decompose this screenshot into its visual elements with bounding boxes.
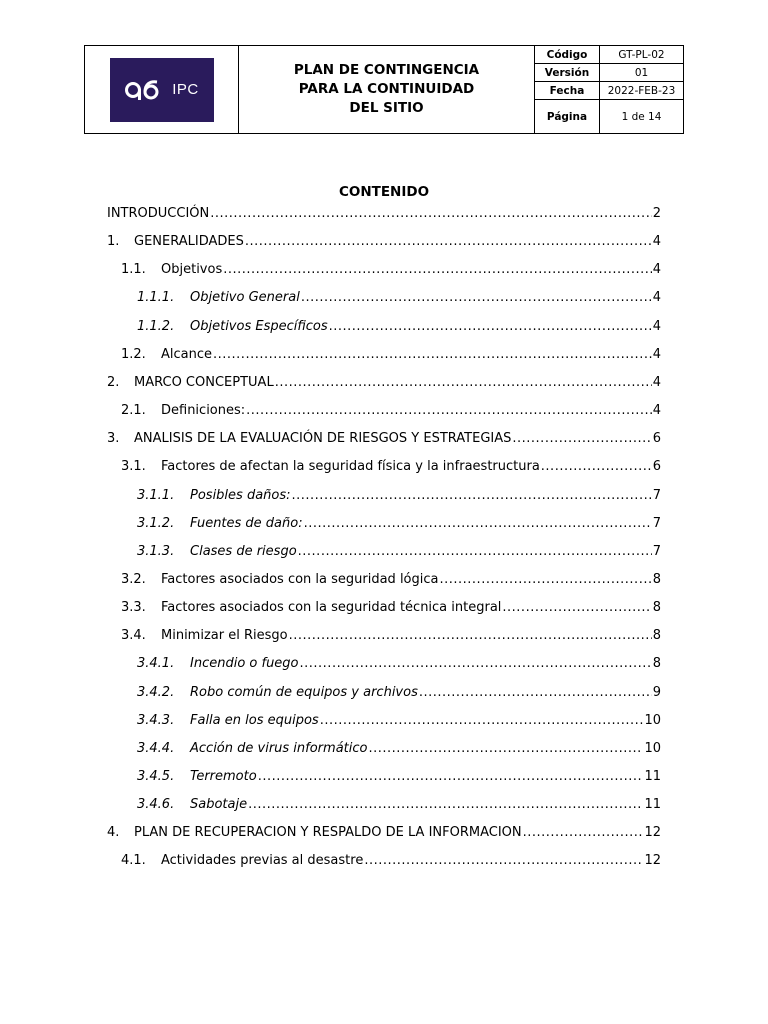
toc-entry-title: Posibles daños:	[190, 487, 291, 503]
meta-value: 2022-FEB-23	[607, 84, 676, 97]
toc-entry-title: GENERALIDADES	[134, 234, 244, 250]
toc-entry[interactable]	[107, 825, 661, 845]
toc-entry-page: 12	[644, 825, 661, 841]
toc-entry-number: 3.1.3.	[137, 543, 175, 559]
toc-entry[interactable]	[137, 741, 661, 761]
toc-entry[interactable]	[121, 347, 661, 367]
toc-dot-leader	[304, 516, 652, 531]
toc-entry-title: Acción de virus informático	[190, 740, 368, 756]
toc-entry-page: 4	[652, 374, 661, 390]
toc-entry[interactable]	[137, 290, 661, 310]
toc-dot-leader	[289, 628, 652, 643]
toc-entry-title: Actividades previas al desastre	[161, 853, 364, 869]
toc-entry-number: 3.4.2.	[137, 684, 175, 700]
toc-entry-page: 4	[652, 234, 661, 250]
toc-entry-page: 8	[652, 600, 661, 616]
toc-entry-page: 8	[652, 571, 661, 587]
toc-entry-page: 2	[652, 206, 661, 221]
toc-entry[interactable]	[121, 262, 661, 282]
title-cell	[239, 46, 535, 133]
toc-entry[interactable]	[137, 797, 661, 817]
toc-entry-title: Objetivos Específicos	[190, 318, 328, 334]
toc-entry-number: 3.4.1.	[137, 656, 175, 672]
meta-row-version	[535, 64, 683, 82]
toc-entry-number: 3.1.2.	[137, 515, 175, 531]
toc-entry-page: 4	[652, 346, 661, 362]
toc-dot-leader	[440, 572, 652, 587]
toc-entry[interactable]	[107, 234, 661, 254]
meta-row-page	[535, 100, 683, 133]
logo-mark-icon	[124, 78, 162, 102]
toc-entry[interactable]	[107, 206, 661, 226]
toc-entry-number: 3.3.	[121, 600, 146, 616]
toc-entry-page: 12	[644, 853, 661, 869]
toc-dot-leader	[246, 403, 652, 418]
meta-value: GT-PL-02	[618, 48, 665, 61]
toc-entry-title: Alcance	[161, 346, 213, 362]
toc-entry-number: 3.4.5.	[137, 769, 175, 784]
toc-entry-number: 2.	[107, 374, 120, 390]
toc-dot-leader	[523, 825, 644, 840]
toc-entry-number: 3.4.4.	[137, 740, 175, 756]
toc-entry-page: 6	[652, 431, 661, 447]
toc-entry-page: 9	[652, 684, 661, 700]
toc-entry-page: 10	[644, 712, 661, 728]
toc-entry-number: 1.1.1.	[137, 290, 175, 306]
toc-entry-page: 8	[652, 656, 661, 672]
toc-dot-leader	[301, 290, 652, 305]
toc-entry-title: Objetivo General	[190, 290, 300, 306]
toc-entry-page: 7	[652, 515, 661, 531]
toc-entry[interactable]	[107, 375, 661, 395]
toc-dot-leader	[364, 853, 643, 868]
toc-entry[interactable]	[121, 459, 661, 479]
toc-entry-title: Sabotaje	[190, 797, 248, 813]
toc-entry-number: 1.1.2.	[137, 318, 175, 334]
toc-entry[interactable]	[121, 572, 661, 592]
document-meta	[535, 46, 683, 133]
toc-entry-number: 3.4.3.	[137, 712, 175, 728]
toc-entry-number: 3.4.	[121, 628, 146, 644]
toc-dot-leader	[245, 234, 652, 249]
toc-dot-leader	[502, 600, 651, 615]
document-title	[267, 61, 507, 118]
toc-entry-title: Definiciones:	[161, 403, 246, 419]
title-line: DEL SITIO	[349, 100, 424, 116]
toc-dot-leader	[223, 262, 651, 277]
document-header	[84, 45, 684, 134]
toc-entry[interactable]	[137, 769, 661, 789]
toc-entry-title: ANALISIS DE LA EVALUACIÓN DE RIESGOS Y ESTRATEGIAS	[134, 431, 512, 447]
toc-dot-leader	[512, 431, 651, 446]
meta-row-date	[535, 82, 683, 100]
toc-entry-number: 1.1.	[121, 262, 146, 278]
toc-dot-leader	[541, 459, 652, 474]
company-logo	[110, 58, 214, 122]
toc-entry-number: 3.4.6.	[137, 797, 175, 813]
toc-entry-title: PLAN DE RECUPERACION Y RESPALDO DE LA INFORMACION	[134, 825, 522, 841]
toc-entry-number: 3.2.	[121, 571, 146, 587]
toc-entry[interactable]	[137, 656, 661, 676]
toc-heading: CONTENIDO	[338, 184, 430, 200]
toc-entry-page: 7	[652, 487, 661, 503]
toc-entry[interactable]	[137, 488, 661, 508]
toc-entry-page: 4	[652, 318, 661, 334]
logo-text: IPC	[172, 81, 199, 98]
toc-entry[interactable]	[137, 685, 661, 705]
toc-dot-leader	[275, 375, 652, 390]
toc-entry-number: 1.2.	[121, 346, 146, 362]
meta-label: Código	[535, 46, 600, 63]
toc-entry-page: 4	[652, 262, 661, 278]
toc-entry-title: Factores de afectan la seguridad física y la infraestructura	[161, 459, 540, 475]
logo-cell	[85, 46, 239, 133]
toc-entry-number: 3.	[107, 431, 120, 447]
toc-entry[interactable]	[121, 853, 661, 873]
toc-dot-leader	[368, 741, 643, 756]
toc-entry-title: Factores asociados con la seguridad lógica	[161, 571, 439, 587]
toc-entry-number: 1.	[107, 234, 120, 250]
title-line: PARA LA CONTINUIDAD	[298, 81, 475, 97]
toc-entry-page: 4	[652, 290, 661, 306]
meta-value: 1 de 14	[621, 110, 662, 123]
toc-entry-title: Factores asociados con la seguridad técnica integral	[161, 600, 502, 616]
meta-row-code	[535, 46, 683, 64]
toc-entry-number: 2.1.	[121, 403, 146, 419]
toc-dot-leader	[298, 544, 652, 559]
meta-value: 01	[634, 66, 649, 79]
toc-entry-number: 3.1.	[121, 459, 146, 475]
toc-entry[interactable]	[121, 403, 661, 423]
meta-label: Versión	[535, 64, 600, 81]
toc-entry[interactable]	[137, 544, 661, 564]
toc-dot-leader	[258, 769, 644, 784]
meta-label: Página	[535, 100, 600, 133]
toc-entry-title: Incendio o fuego	[190, 656, 299, 672]
toc-dot-leader	[210, 206, 651, 221]
title-line: PLAN DE CONTINGENCIA	[293, 62, 480, 78]
toc-entry-title: Minimizar el Riesgo	[161, 628, 288, 644]
toc-entry-title: Clases de riesgo	[190, 543, 297, 559]
toc-entry-title: Falla en los equipos	[190, 712, 319, 728]
toc-entry-page: 7	[652, 543, 661, 559]
toc-entry-title: INTRODUCCIÓN	[107, 206, 210, 221]
toc-entry-page: 10	[644, 740, 661, 756]
toc-entry[interactable]	[121, 600, 661, 620]
toc-entry-number: 4.1.	[121, 853, 146, 869]
toc-entry-title: Fuentes de daño:	[190, 515, 303, 531]
meta-label: Fecha	[535, 82, 600, 99]
toc-entry[interactable]	[121, 628, 661, 648]
toc-dot-leader	[213, 347, 652, 362]
toc-dot-leader	[419, 685, 652, 700]
toc-entry-page: 8	[652, 628, 661, 644]
toc-entry-number: 4.	[107, 825, 120, 841]
toc-dot-leader	[329, 319, 652, 334]
toc-entry-page: 11	[644, 797, 661, 813]
toc-dot-leader	[320, 713, 644, 728]
toc-entry-page: 4	[652, 403, 661, 419]
toc-entry-title: Robo común de equipos y archivos	[190, 684, 418, 700]
toc-dot-leader	[300, 656, 652, 671]
toc-dot-leader	[292, 488, 652, 503]
toc-entry[interactable]	[107, 431, 661, 451]
toc-entry-title: Terremoto	[190, 769, 257, 784]
toc-entry-number: 3.1.1.	[137, 487, 175, 503]
toc-entry-page: 6	[652, 459, 661, 475]
toc-entry-page: 11	[644, 769, 661, 784]
toc-dot-leader	[248, 797, 643, 812]
toc-entry-title: Objetivos	[161, 262, 223, 278]
toc-entry[interactable]	[137, 713, 661, 733]
toc-entry[interactable]	[137, 319, 661, 339]
toc-entry-title: MARCO CONCEPTUAL	[134, 374, 274, 390]
toc-entry[interactable]	[137, 516, 661, 536]
